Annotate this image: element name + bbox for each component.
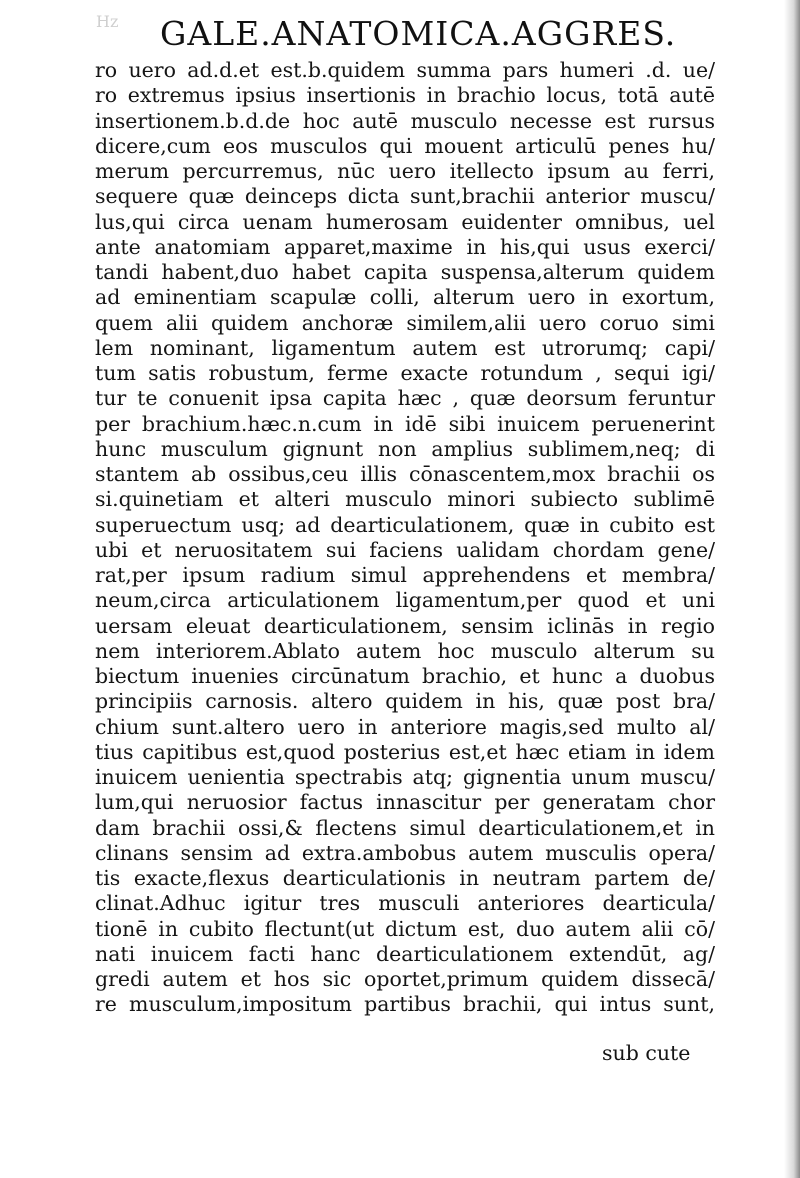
text-line: hunc musculum gignunt non amplius sublimem,neq; di — [95, 436, 715, 461]
text-line: si.quinetiam et alteri musculo minori subiecto sublimē — [95, 487, 715, 512]
text-line: tius capitibus est,quod posterius est,et hæc etiam in idem — [95, 739, 715, 764]
text-line: superuectum usq; ad dearticulationem, quæ in cubito est — [95, 512, 715, 537]
text-line: ad eminentiam scapulæ colli, alterum uero in exortum, — [95, 285, 715, 310]
text-line: tur te conuenit ipsa capita hæc , quæ deorsum feruntur — [95, 386, 715, 411]
text-line: stantem ab ossibus,ceu illis cōnascentem,mox brachii os — [95, 462, 715, 486]
body-text — [95, 58, 715, 1018]
faint-bleedthrough-mark: Hz — [96, 12, 119, 31]
text-line: nati inuicem facti hanc dearticulationem extendūt, ag/ — [95, 941, 715, 966]
running-header: GALE.ANATOMICA.AGGRES. — [160, 14, 677, 53]
text-line: lem nominant, ligamentum autem est utrorumq; capi/ — [95, 335, 715, 360]
text-line: uersam eleuat dearticulationem, sensim iclinās in regio — [95, 613, 715, 638]
text-line: chium sunt.altero uero in anteriore magis,sed multo al/ — [95, 714, 715, 739]
text-line: principiis carnosis. altero quidem in his, quæ post bra/ — [95, 689, 715, 714]
text-line: tum satis robustum, ferme exacte rotundum , sequi igi/ — [95, 361, 715, 385]
text-line: ubi et neruositatem sui faciens ualidam chordam gene/ — [95, 537, 715, 562]
text-line: tionē in cubito flectunt(ut dictum est, duo autem alii cō/ — [95, 916, 715, 941]
text-line: clinat.Adhuc igitur tres musculi anteriores dearticula/ — [95, 891, 715, 916]
text-line: neum,circa articulationem ligamentum,per quod et uni — [95, 588, 715, 613]
page-edge-shadow — [784, 0, 800, 1178]
text-line: tandi habent,duo habet capita suspensa,alterum quidem — [95, 260, 715, 284]
text-line: dam brachii ossi,& flectens simul dearticulationem,et in — [95, 815, 715, 840]
text-line: sequere quæ deinceps dicta sunt,brachii anterior muscu/ — [95, 184, 715, 209]
text-line: lus,qui circa uenam humerosam euidenter omnibus, uel — [95, 209, 715, 234]
text-line: biectum inuenies circūnatum brachio, et hunc a duobus — [95, 664, 715, 688]
text-line: ante anatomiam apparet,maxime in his,qui usus exerci/ — [95, 234, 715, 259]
text-line: re musculum,impositum partibus brachii, qui intus sunt, — [95, 992, 715, 1017]
text-line: gredi autem et hos sic oportet,primum quidem dissecā/ — [95, 967, 715, 991]
text-line: quem alii quidem anchoræ similem,alii uero coruo simi — [95, 310, 715, 335]
text-line: clinans sensim ad extra.ambobus autem musculis opera/ — [95, 840, 715, 865]
text-line: nem interiorem.Ablato autem hoc musculo alterum su — [95, 638, 715, 663]
text-line: lum,qui neruosior factus innascitur per generatam chor — [95, 790, 715, 815]
text-line: insertionem.b.d.de hoc autē musculo necesse est rursus — [95, 108, 715, 133]
text-line: rat,per ipsum radium simul apprehendens et membra/ — [95, 563, 715, 587]
text-line: ro uero ad.d.et est.b.quidem summa pars humeri .d. ue/ — [95, 58, 715, 82]
text-line: dicere,cum eos musculos qui mouent articulū penes hu/ — [95, 133, 715, 158]
text-line: tis exacte,flexus dearticulationis in neutram partem de/ — [95, 866, 715, 890]
text-line: per brachium.hæc.n.cum in idē sibi inuicem peruenerint — [95, 411, 715, 436]
text-line: merum percurremus, nūc uero itellecto ipsum au ferri, — [95, 159, 715, 183]
text-line: ro extremus ipsius insertionis in brachio locus, totā autē — [95, 83, 715, 108]
text-line: inuicem uenientia spectrabis atq; gignentia unum muscu/ — [95, 765, 715, 789]
catchword: sub cute — [602, 1041, 691, 1065]
